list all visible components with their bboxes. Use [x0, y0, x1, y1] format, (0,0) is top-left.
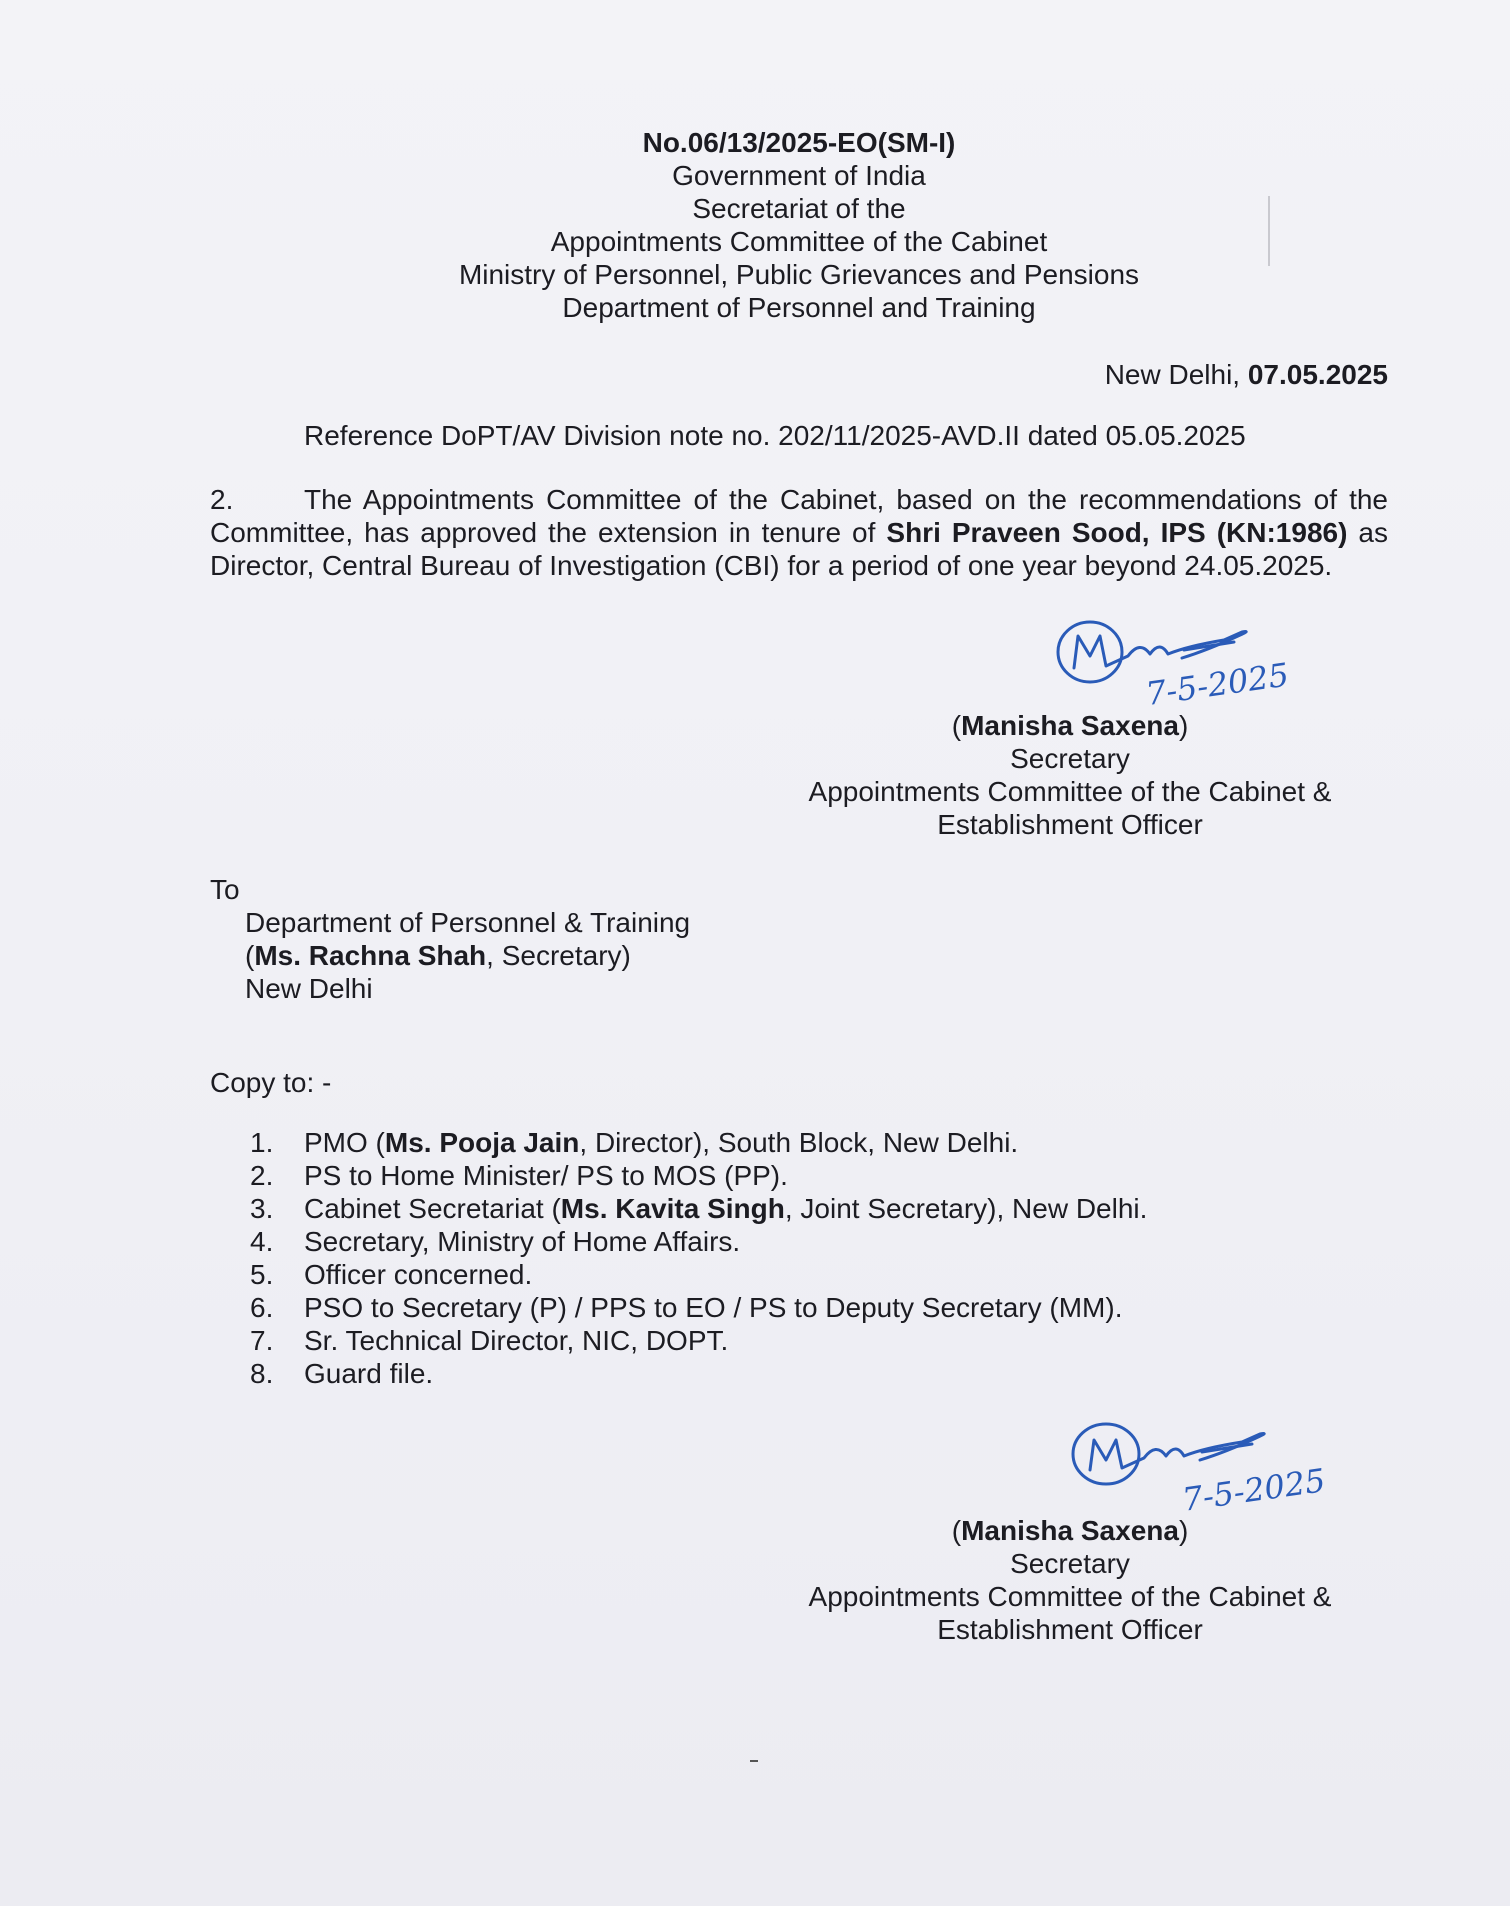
letter-date	[1105, 358, 1388, 391]
handwritten-signature-2	[1062, 1412, 1372, 1522]
addressee-designation: , Secretary)	[486, 940, 631, 971]
header-line-4: Ministry of Personnel, Public Grievances and Pensions	[458, 259, 1140, 290]
signature-block-2	[760, 1514, 1380, 1646]
name-paren-close: )	[1178, 710, 1189, 741]
paragraph-bold-name: Shri Praveen Sood, IPS (KN:1986)	[886, 517, 1348, 548]
signatory-title-3: Establishment Officer	[937, 1614, 1203, 1645]
list-item-number: 7.	[250, 1325, 274, 1356]
place-text: New Delhi,	[1104, 359, 1248, 390]
list-item-text: PS to Home Minister/ PS to MOS (PP).	[304, 1160, 788, 1191]
list-item-text: Guard file.	[304, 1358, 434, 1389]
signatory-title-2: Appointments Committee of the Cabinet &	[808, 776, 1332, 807]
list-item-text: Officer concerned.	[304, 1259, 533, 1290]
list-item-text: Cabinet Secretariat (	[304, 1193, 561, 1224]
list-item-number: 3.	[250, 1193, 274, 1224]
header-line-1: Government of India	[672, 160, 926, 191]
reference-number: No.06/13/2025-EO(SM-I)	[642, 127, 956, 158]
list-item-text-after: , Director), South Block, New Delhi.	[579, 1127, 1019, 1158]
list-item	[250, 1357, 1147, 1390]
addressee-line-2	[245, 939, 690, 972]
list-item-text: PSO to Secretary (P) / PPS to EO / PS to Deputy Secretary (MM).	[304, 1292, 1123, 1323]
signatory-title-3: Establishment Officer	[937, 809, 1203, 840]
list-item	[250, 1192, 1147, 1225]
list-item-text: PMO (	[304, 1127, 385, 1158]
copy-to-label: Copy to: -	[210, 1067, 332, 1098]
scan-mark-vertical	[1268, 196, 1270, 266]
copy-to-list	[250, 1126, 1147, 1390]
scan-mark-dash	[750, 1760, 758, 1762]
to-label: To	[210, 874, 240, 905]
list-item-number: 8.	[250, 1358, 274, 1389]
header-line-3: Appointments Committee of the Cabinet	[550, 226, 1048, 257]
signature-1-date: 7-5-2025	[1143, 655, 1292, 714]
list-item-number: 4.	[250, 1226, 274, 1257]
signature-2-date: 7-5-2025	[1179, 1461, 1328, 1519]
addressee-name: Ms. Rachna Shah	[254, 940, 487, 971]
reference-note: Reference DoPT/AV Division note no. 202/11/2025-AVD.II dated 05.05.2025	[304, 420, 1246, 451]
list-item	[250, 1324, 1147, 1357]
body-paragraph	[210, 483, 1388, 582]
list-item-number: 5.	[250, 1259, 274, 1290]
signatory-title-2: Appointments Committee of the Cabinet &	[808, 1581, 1332, 1612]
header-line-2: Secretariat of the	[692, 193, 906, 224]
addressee-paren-open: (	[245, 940, 255, 971]
signatory-name	[760, 709, 1380, 742]
signature-block-1	[760, 709, 1380, 841]
addressee-block	[245, 906, 690, 1005]
list-item-number: 1.	[250, 1127, 274, 1158]
list-item-number: 2.	[250, 1160, 274, 1191]
signatory-name-bold: Manisha Saxena	[961, 1515, 1179, 1546]
signatory-name-bold: Manisha Saxena	[961, 710, 1179, 741]
list-item-text: Secretary, Ministry of Home Affairs.	[304, 1226, 741, 1257]
signatory-title-1: Secretary	[1010, 1548, 1130, 1579]
addressee-line-3: New Delhi	[245, 973, 373, 1004]
name-paren-open: (	[951, 1515, 962, 1546]
header-line-5: Department of Personnel and Training	[562, 292, 1036, 323]
list-item-text: Sr. Technical Director, NIC, DOPT.	[304, 1325, 729, 1356]
addressee-line-1: Department of Personnel & Training	[245, 907, 691, 938]
paragraph-text-1: The Appointments Committee of the Cabinet, based on the recommendations of the Committee, has approved the extension in tenure of	[210, 484, 1388, 548]
paragraph-text-2: as Director, Central Bureau of Investigation (CBI) for a period of one year beyond 24.05.2025.	[210, 517, 1388, 581]
list-item-text-after: , Joint Secretary), New Delhi.	[784, 1193, 1148, 1224]
list-item-number: 6.	[250, 1292, 274, 1323]
signatory-name	[760, 1514, 1380, 1547]
paragraph-number: 2.	[210, 484, 234, 515]
list-item	[250, 1225, 1147, 1258]
list-item	[250, 1291, 1147, 1324]
letter-header	[0, 126, 1510, 324]
list-item-bold: Ms. Kavita Singh	[560, 1193, 785, 1224]
list-item	[250, 1159, 1147, 1192]
date-value: 07.05.2025	[1247, 359, 1388, 390]
list-item-bold: Ms. Pooja Jain	[384, 1127, 580, 1158]
list-item	[250, 1258, 1147, 1291]
handwritten-signature-1	[1048, 610, 1348, 720]
name-paren-open: (	[951, 710, 962, 741]
signatory-title-1: Secretary	[1010, 743, 1130, 774]
list-item	[250, 1126, 1147, 1159]
name-paren-close: )	[1178, 1515, 1189, 1546]
